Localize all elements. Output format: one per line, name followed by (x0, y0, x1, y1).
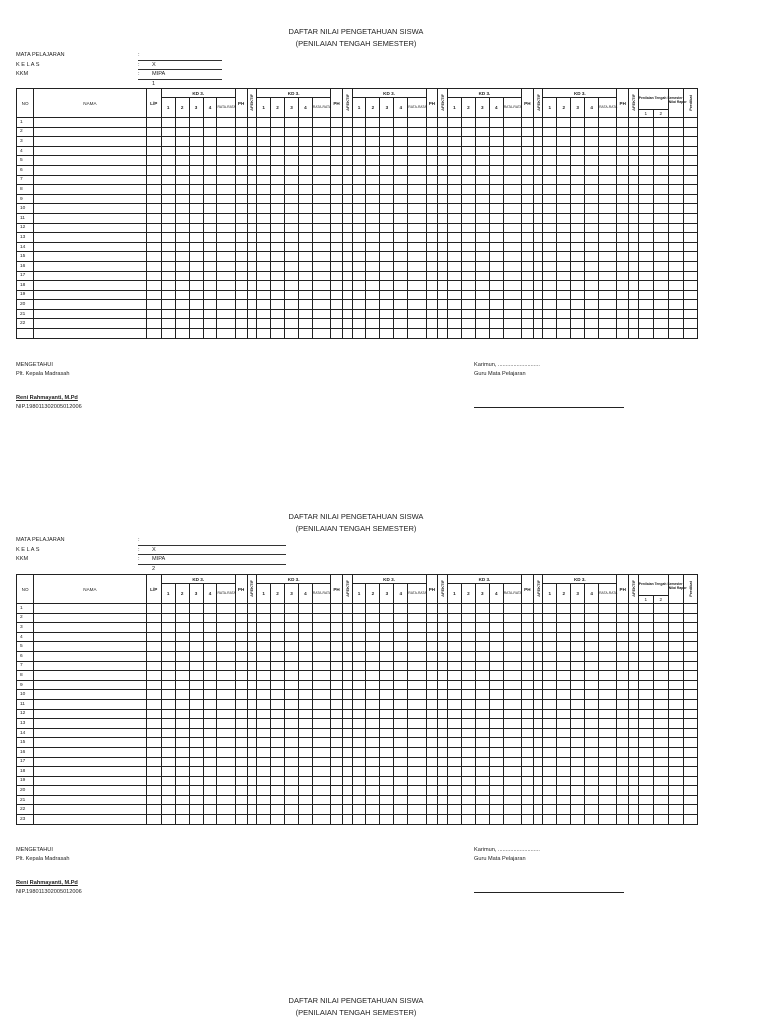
kd-sub-header: 1 (257, 584, 271, 604)
predikat-header: Predikat (683, 89, 697, 118)
row-number: 17 (17, 271, 34, 281)
subject-label: MATA PELAJARAN (16, 52, 65, 58)
kd-sub-header: 4 (298, 584, 312, 604)
table-row (17, 776, 698, 786)
pts-header: Penilaian Tengah Semester (638, 89, 668, 110)
table-row (17, 632, 698, 642)
kd-sub-header: 2 (175, 98, 189, 118)
kd-group-header: KD 3. (352, 89, 426, 98)
kd-sub-header: 4 (489, 584, 503, 604)
row-number: 1 (17, 604, 34, 614)
row-number: 3 (17, 137, 34, 147)
pts-sub-header: 2 (653, 110, 668, 118)
row-number: 21 (17, 309, 34, 319)
table-row (17, 613, 698, 623)
kd-sub-header: 2 (557, 584, 571, 604)
rata-rata-header: RATA-RATA (503, 584, 521, 604)
table-row (17, 242, 698, 252)
ph-header: PH (331, 89, 343, 118)
ph-header: PH (426, 89, 438, 118)
row-number: 14 (17, 242, 34, 252)
rata-rata-header: RATA-RATA (312, 584, 330, 604)
title-line2: (PENILAIAN TENGAH SEMESTER) (295, 39, 417, 48)
kd-sub-header: 3 (571, 98, 585, 118)
ph-header: PH (331, 575, 343, 604)
pts-header: Penilaian Tengah Semester (638, 575, 668, 596)
table-row (17, 623, 698, 633)
row-number: 13 (17, 719, 34, 729)
kd-sub-header: 3 (380, 584, 394, 604)
kd-sub-header: 1 (543, 98, 557, 118)
table-row (17, 185, 698, 195)
ph-header: PH (521, 89, 533, 118)
rata-rata-header: RATA-RATA (217, 98, 235, 118)
row-number: 20 (17, 786, 34, 796)
rata-rata-header: RATA-RATA (408, 584, 426, 604)
table-row (17, 815, 698, 825)
pts-sub-header: 2 (653, 596, 668, 604)
table-row (17, 786, 698, 796)
rata-rata-header: RATA-RATA (408, 98, 426, 118)
table-row (17, 281, 698, 291)
kd-sub-header: 1 (352, 98, 366, 118)
sheet1-left-signature: MENGETAHUI Plt. Kepala Madrasah Reni Rahmayanti, M.Pd NIP.198011302005012006 (16, 362, 82, 410)
sheet2-sign-line (474, 892, 624, 893)
kd-sub-header: 1 (352, 584, 366, 604)
kd-sub-header: 2 (461, 584, 475, 604)
row-number: 11 (17, 699, 34, 709)
row-number: 19 (17, 776, 34, 786)
col-lp-header: L/P (146, 575, 161, 604)
ph-header: PH (617, 89, 629, 118)
table-row (17, 309, 698, 319)
kd-sub-header: 4 (489, 98, 503, 118)
table-row (17, 137, 698, 147)
table-row (17, 767, 698, 777)
row-number: 18 (17, 767, 34, 777)
row-number: 7 (17, 661, 34, 671)
sheet2-left-signature: MENGETAHUI Plt. Kepala Madrasah Reni Rahmayanti, M.Pd NIP.198011302005012006 (16, 847, 82, 895)
row-number: 6 (17, 651, 34, 661)
row-number: 6 (17, 165, 34, 175)
table-row (17, 319, 698, 329)
row-number: 5 (17, 156, 34, 166)
table-row (17, 661, 698, 671)
class-label: K E L A S (16, 61, 40, 68)
kd-sub-header: 2 (461, 98, 475, 118)
nilai-rapor-header: Nilai Rapor (668, 575, 683, 604)
table-row (17, 690, 698, 700)
col-name-header: NAMA (34, 575, 147, 604)
table-row (17, 795, 698, 805)
afektif-header: AFEKTIF (342, 575, 352, 604)
kd-sub-header: 3 (571, 584, 585, 604)
pts-sub-header: 1 (638, 596, 653, 604)
kd-sub-header: 1 (257, 98, 271, 118)
row-number: 9 (17, 194, 34, 204)
kd-sub-header: 1 (447, 98, 461, 118)
kd-group-header: KD 3. (257, 89, 331, 98)
table-row (17, 204, 698, 214)
rata-rata-header: RATA-RATA (599, 98, 617, 118)
row-number: 22 (17, 805, 34, 815)
row-number: 2 (17, 613, 34, 623)
row-number: 10 (17, 204, 34, 214)
row-number: 19 (17, 290, 34, 300)
ph-header: PH (521, 575, 533, 604)
kd-group-header: KD 3. (543, 575, 617, 584)
row-number: 10 (17, 690, 34, 700)
kd-sub-header: 3 (189, 98, 203, 118)
afektif-header: AFEKTIF (438, 575, 448, 604)
row-number: 11 (17, 213, 34, 223)
kd-sub-header: 2 (366, 98, 380, 118)
sheet2-right-signature: Karimun, ........................... Guru Mata Pelajaran (474, 847, 540, 862)
table-row (17, 290, 698, 300)
table-row (17, 651, 698, 661)
pts-sub-header: 1 (638, 110, 653, 118)
kd-sub-header: 2 (557, 98, 571, 118)
table-row (17, 252, 698, 262)
rata-rata-header: RATA-RATA (312, 98, 330, 118)
table-row (17, 757, 698, 767)
kd-group-header: KD 3. (543, 89, 617, 98)
table-row (17, 329, 698, 339)
table-row (17, 233, 698, 243)
row-number: 17 (17, 757, 34, 767)
sheet2-meta: MATA PELAJARAN : K E L A S : X MIPA 2 KKM : (16, 536, 65, 565)
row-number: 20 (17, 300, 34, 310)
table-row (17, 604, 698, 614)
row-number: 1 (17, 118, 34, 128)
rata-rata-header: RATA-RATA (217, 584, 235, 604)
row-number: 9 (17, 680, 34, 690)
row-number: 8 (17, 185, 34, 195)
table-row (17, 728, 698, 738)
kd-sub-header: 3 (475, 98, 489, 118)
sheet1-right-signature: Karimun, ........................... Guru Mata Pelajaran (474, 362, 540, 377)
kd-sub-header: 1 (161, 584, 175, 604)
row-number: 7 (17, 175, 34, 185)
ph-header: PH (235, 89, 247, 118)
sheet3-title: DAFTAR NILAI PENGETAHUAN SISWA (PENILAIAN TENGAH SEMESTER) (288, 996, 424, 1017)
title-line1: DAFTAR NILAI PENGETAHUAN SISWA (288, 27, 424, 36)
sheet1-meta: MATA PELAJARAN : K E L A S : X MIPA 1 KKM : (16, 51, 65, 80)
kd-sub-header: 4 (203, 98, 217, 118)
class-value: X MIPA 2 (152, 546, 165, 572)
table-row (17, 223, 698, 233)
row-number: 21 (17, 795, 34, 805)
row-number: 15 (17, 252, 34, 262)
table-row (17, 165, 698, 175)
col-no-header: NO (17, 575, 34, 604)
row-number: 3 (17, 623, 34, 633)
sheet1-grade-table (16, 88, 698, 339)
kd-sub-header: 3 (189, 584, 203, 604)
row-number: 14 (17, 728, 34, 738)
table-row (17, 271, 698, 281)
afektif-header: AFEKTIF (629, 89, 639, 118)
kd-sub-header: 4 (298, 98, 312, 118)
row-number: 15 (17, 738, 34, 748)
afektif-header: AFEKTIF (533, 89, 543, 118)
row-number: 4 (17, 146, 34, 156)
table-row (17, 699, 698, 709)
ph-header: PH (235, 575, 247, 604)
col-lp-header: L/P (146, 89, 161, 118)
table-row (17, 747, 698, 757)
row-number: 18 (17, 281, 34, 291)
kd-sub-header: 4 (585, 584, 599, 604)
afektif-header: AFEKTIF (533, 575, 543, 604)
table-row (17, 156, 698, 166)
ph-header: PH (617, 575, 629, 604)
col-no-header: NO (17, 89, 34, 118)
row-number: 5 (17, 642, 34, 652)
table-row (17, 175, 698, 185)
principal-nip: NIP.198011302005012006 (16, 403, 82, 410)
kd-sub-header: 1 (161, 98, 175, 118)
table-row (17, 738, 698, 748)
table-row (17, 127, 698, 137)
row-number: 23 (17, 815, 34, 825)
afektif-header: AFEKTIF (629, 575, 639, 604)
kd-sub-header: 4 (394, 98, 408, 118)
table-row (17, 719, 698, 729)
rata-rata-header: RATA-RATA (503, 98, 521, 118)
kd-group-header: KD 3. (257, 575, 331, 584)
table-row (17, 213, 698, 223)
kd-sub-header: 3 (285, 584, 299, 604)
rata-rata-header: RATA-RATA (599, 584, 617, 604)
kd-sub-header: 4 (203, 584, 217, 604)
row-number: 16 (17, 261, 34, 271)
class-value: X MIPA 1 (152, 61, 165, 87)
table-row (17, 805, 698, 815)
table-row (17, 709, 698, 719)
row-number: 16 (17, 747, 34, 757)
kd-group-header: KD 3. (161, 575, 235, 584)
table-row (17, 146, 698, 156)
kd-group-header: KD 3. (447, 89, 521, 98)
row-number: 12 (17, 223, 34, 233)
table-row (17, 261, 698, 271)
row-number: 12 (17, 709, 34, 719)
kd-group-header: KD 3. (447, 575, 521, 584)
kd-sub-header: 4 (394, 584, 408, 604)
row-number: 22 (17, 319, 34, 329)
kd-sub-header: 2 (271, 98, 285, 118)
afektif-header: AFEKTIF (438, 89, 448, 118)
table-row (17, 642, 698, 652)
afektif-header: AFEKTIF (247, 89, 257, 118)
kd-sub-header: 2 (175, 584, 189, 604)
afektif-header: AFEKTIF (247, 575, 257, 604)
sheet1-title (0, 26, 712, 50)
ph-header: PH (426, 575, 438, 604)
kkm-label: KKM (16, 71, 29, 77)
table-row (17, 118, 698, 128)
kd-sub-header: 3 (380, 98, 394, 118)
kd-sub-header: 2 (271, 584, 285, 604)
col-name-header: NAMA (34, 89, 147, 118)
kd-sub-header: 3 (285, 98, 299, 118)
table-row (17, 300, 698, 310)
row-number: 4 (17, 632, 34, 642)
predikat-header: Predikat (683, 575, 697, 604)
kd-sub-header: 1 (543, 584, 557, 604)
principal-name: Reni Rahmayanti, M.Pd (16, 395, 78, 401)
row-number: 13 (17, 233, 34, 243)
nilai-rapor-header: Nilai Rapor (668, 89, 683, 118)
sheet2-title: DAFTAR NILAI PENGETAHUAN SISWA (PENILAIAN TENGAH SEMESTER) (288, 512, 424, 533)
kd-sub-header: 3 (475, 584, 489, 604)
row-number: 2 (17, 127, 34, 137)
sheet1-sign-line (474, 407, 624, 408)
kd-group-header: KD 3. (161, 89, 235, 98)
sheet2-grade-table (16, 574, 698, 825)
kd-sub-header: 4 (585, 98, 599, 118)
afektif-header: AFEKTIF (342, 89, 352, 118)
kd-group-header: KD 3. (352, 575, 426, 584)
table-row (17, 194, 698, 204)
table-row (17, 671, 698, 681)
row-number (17, 329, 34, 339)
row-number: 8 (17, 671, 34, 681)
table-row (17, 680, 698, 690)
kd-sub-header: 2 (366, 584, 380, 604)
kd-sub-header: 1 (447, 584, 461, 604)
